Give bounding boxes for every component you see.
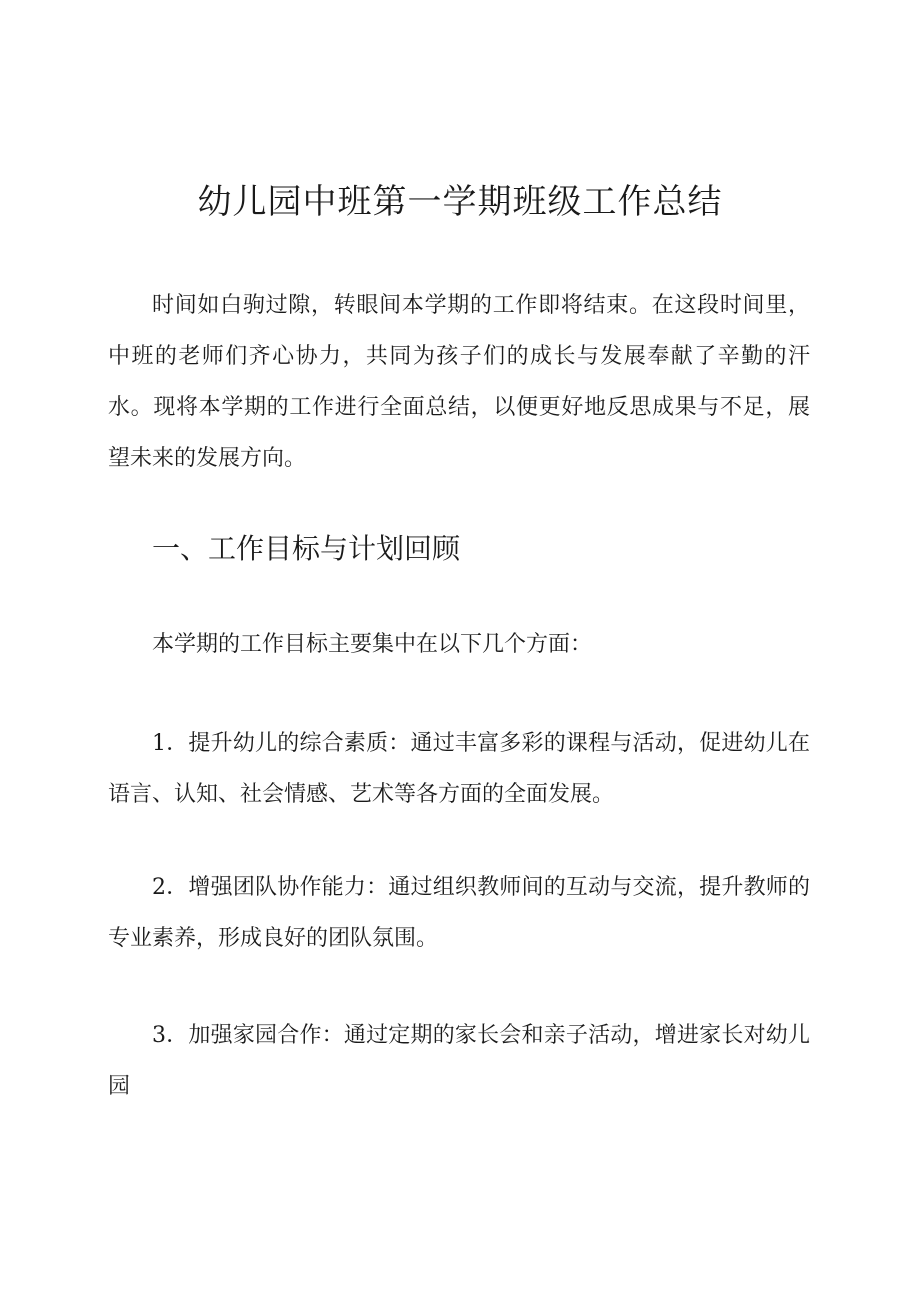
goal-item-1: 1．提升幼儿的综合素质：通过丰富多彩的课程与活动，促进幼儿在语言、认知、社会情感、艺术等各方面的全面发展。 bbox=[108, 731, 810, 807]
document-title: 幼儿园中班第一学期班级工作总结 bbox=[197, 182, 723, 222]
section-heading: 一、工作目标与计划回顾 bbox=[152, 532, 461, 565]
goal-item-3: 3．加强家园合作：通过定期的家长会和亲子活动，增进家长对幼儿园 bbox=[108, 1023, 810, 1099]
intro-paragraph: 时间如白驹过隙，转眼间本学期的工作即将结束。在这段时间里，中班的老师们齐心协力，共同为孩子们的成长与发展奉献了辛勤的汗水。现将本学期的工作进行全面总结，以便更好地反思成果与不足，展望未来的发展方向。 bbox=[108, 293, 810, 471]
goals-lead-paragraph: 本学期的工作目标主要集中在以下几个方面： bbox=[152, 632, 593, 657]
goal-item-2: 2．增强团队协作能力：通过组织教师间的互动与交流，提升教师的专业素养，形成良好的团队氛围。 bbox=[108, 875, 810, 951]
